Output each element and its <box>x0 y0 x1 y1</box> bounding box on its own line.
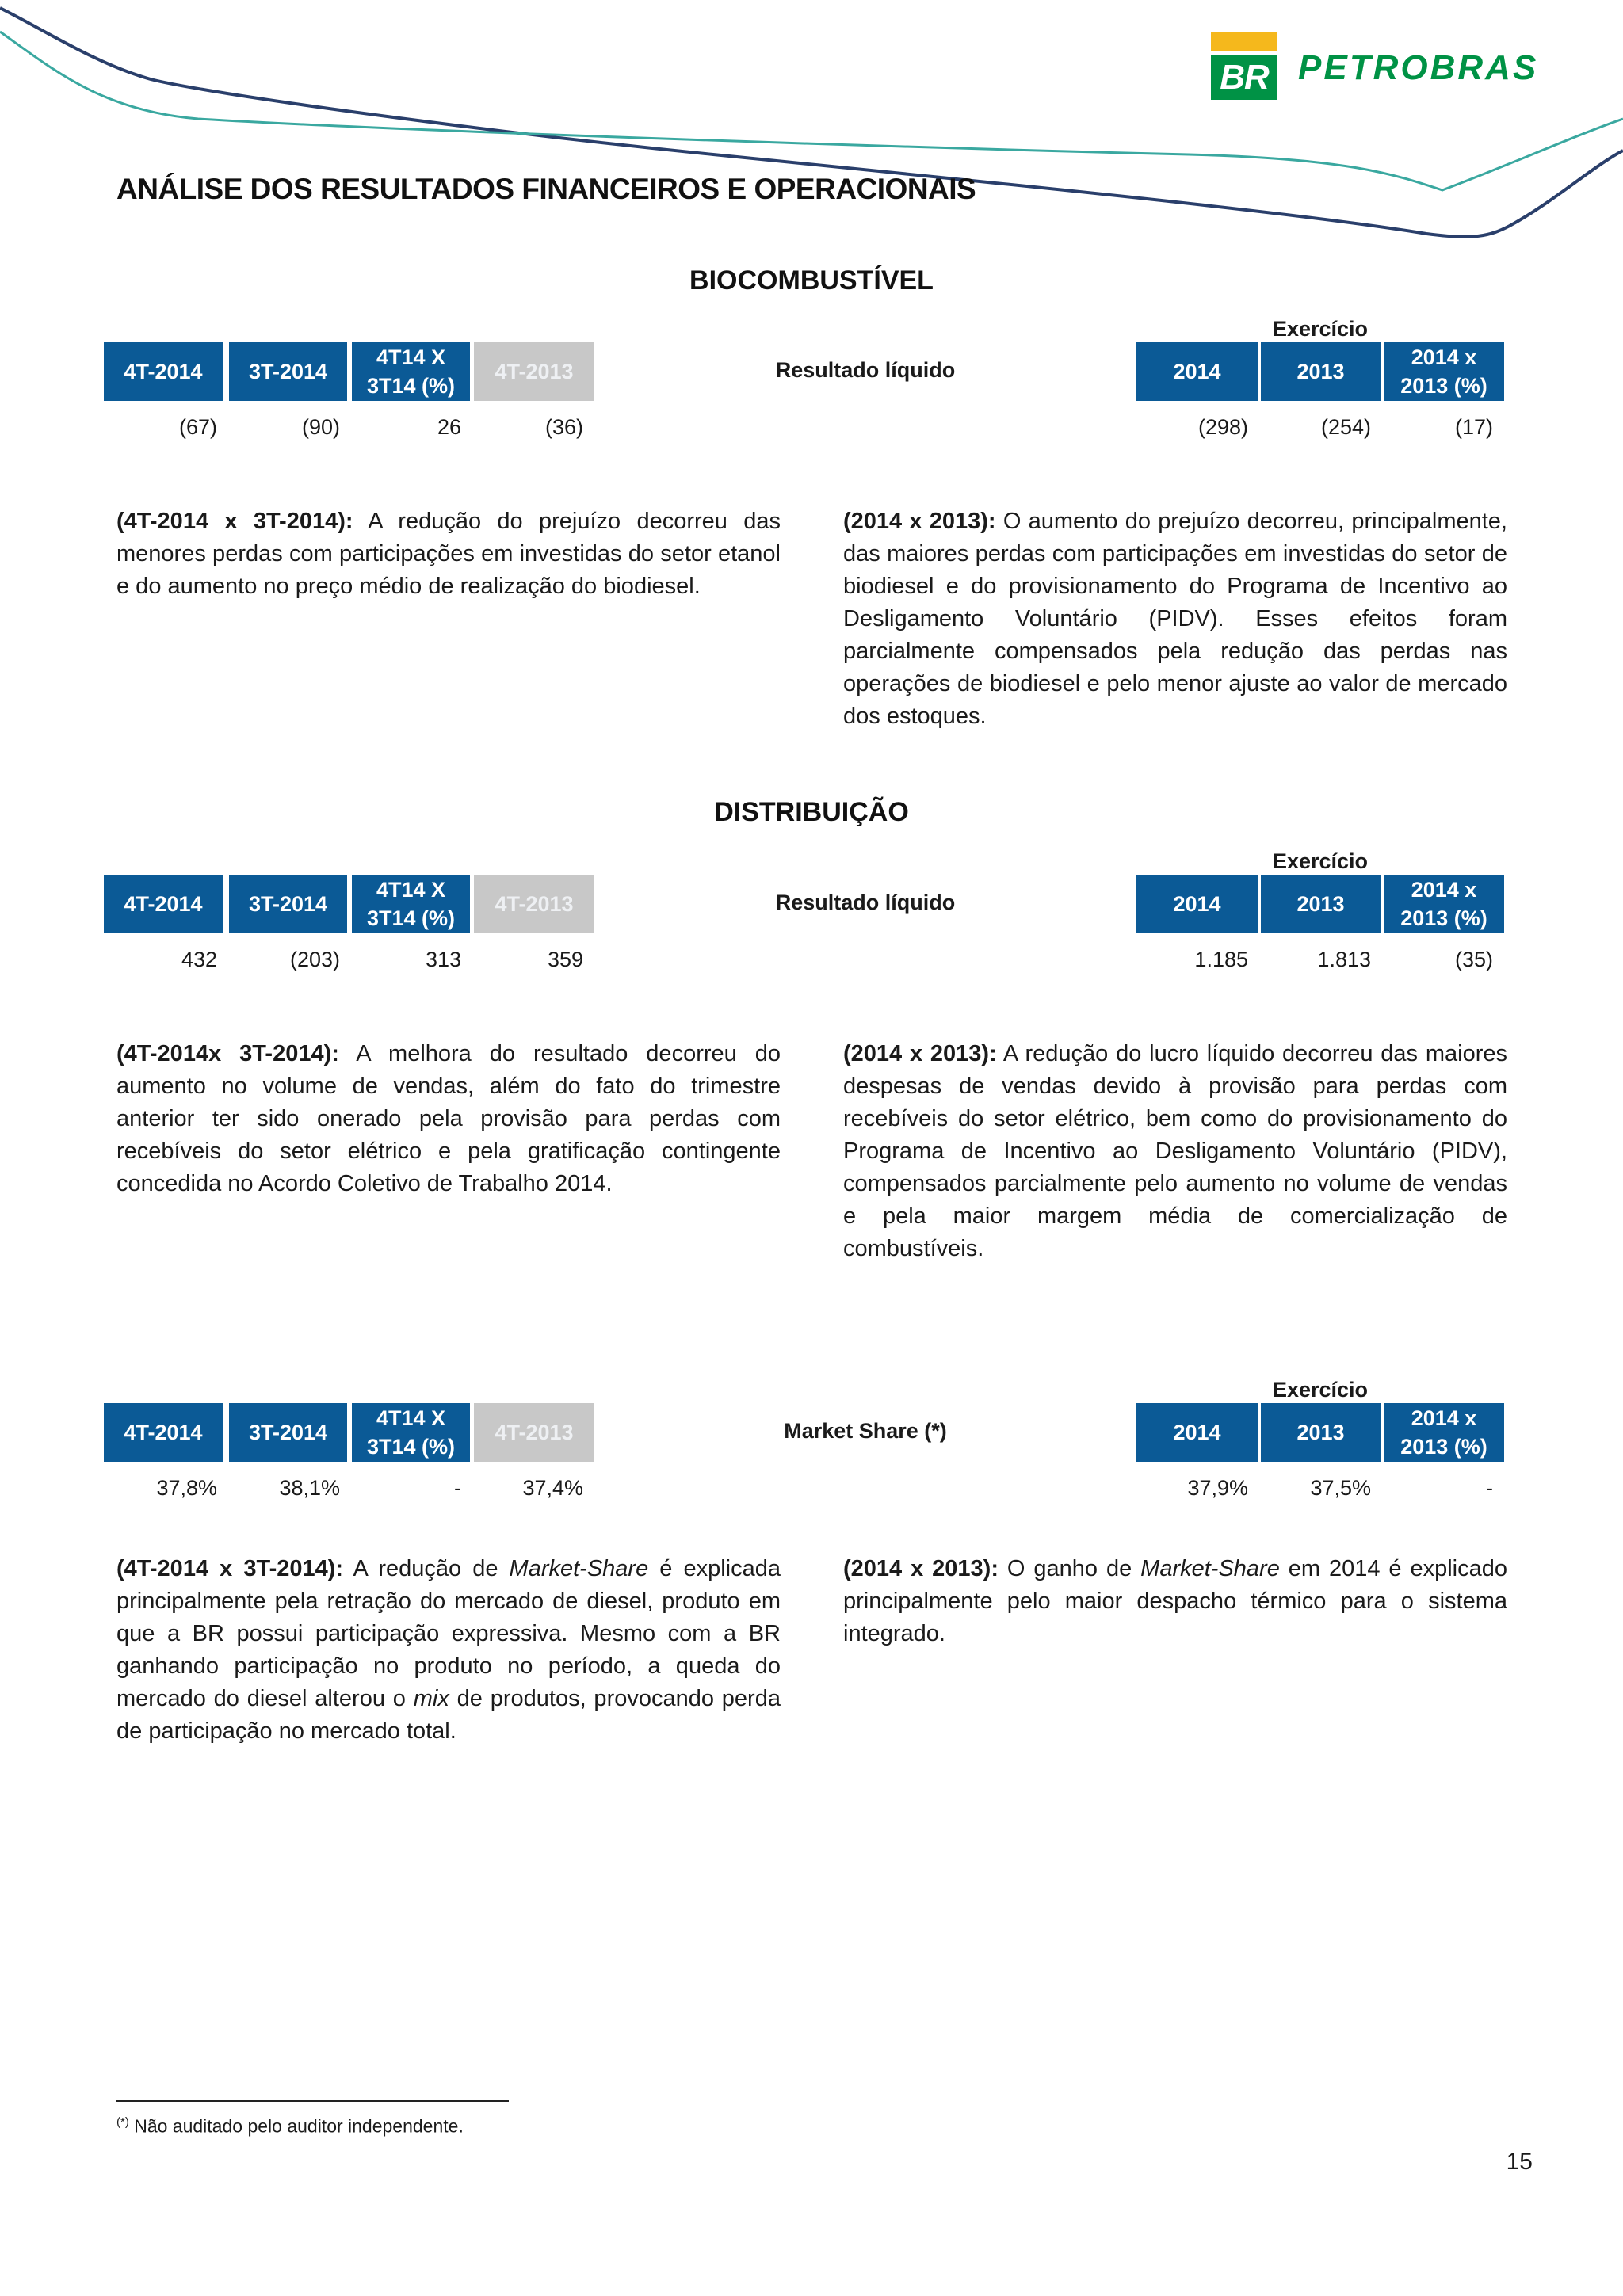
col-header-4t14-x-3t14: 4T14 X 3T14 (%) <box>352 342 470 401</box>
col-header-2013: 2013 <box>1261 342 1381 401</box>
value-2013: 1.813 <box>1317 948 1371 971</box>
col-header-2013: 2013 <box>1261 875 1381 933</box>
value-4t2013: 37,4% <box>522 1476 583 1500</box>
col-header-2014: 2014 <box>1136 875 1258 933</box>
col-header-4t14-x-3t14: 4T14 X 3T14 (%) <box>352 1403 470 1462</box>
value-2013: 37,5% <box>1310 1476 1371 1500</box>
value-4t2014: 432 <box>181 948 217 971</box>
comment-quarterly: (4T-2014 x 3T-2014): A redução de Market-Share é explicada principalmente pela retração do mercado de diesel, produto em que a BR possui participação expressiva. Mesmo com a BR ganhando participação no produto no período, a queda do mercado do diesel alterou o mix de produtos, provocando perda de participação no mercado total. <box>116 1556 781 1744</box>
col-header-2014-x-2013: 2014 x 2013 (%) <box>1384 875 1504 933</box>
col-header-4t2014: 4T-2014 <box>104 342 223 401</box>
page-number: 15 <box>1506 2149 1533 2175</box>
logo-br-text: BR <box>1211 55 1277 100</box>
value-2014: 37,9% <box>1187 1476 1248 1500</box>
col-header-4t2013: 4T-2013 <box>474 342 594 401</box>
value-4t2014: (67) <box>178 415 217 439</box>
value-4t2014: 37,8% <box>156 1476 217 1500</box>
comment-quarterly: (4T-2014 x 3T-2014): A redução do prejuízo decorreu das menores perdas com participações em investidas do setor etanol e do aumento no preço médio de realização do biodiesel. <box>116 509 781 599</box>
col-header-2014-x-2013: 2014 x 2013 (%) <box>1384 1403 1504 1462</box>
value-3t2014: (203) <box>289 948 340 971</box>
comment-quarterly: (4T-2014x 3T-2014): A melhora do resultado decorreu do aumento no volume de vendas, além do fato do trimestre anterior ter sido onerado pela provisão para perdas com recebíveis do setor elétrico e pela gratificação contingente concedida no Acordo Coletivo de Trabalho 2014. <box>116 1041 781 1196</box>
value-3t2014: 38,1% <box>279 1476 340 1500</box>
col-header-4t2014: 4T-2014 <box>104 875 223 933</box>
value-2014-x-2013: (17) <box>1454 415 1493 439</box>
col-header-2013: 2013 <box>1261 1403 1381 1462</box>
page-title: ANÁLISE DOS RESULTADOS FINANCEIROS E OPERACIONAIS <box>116 173 976 205</box>
value-2014: 1.185 <box>1194 948 1248 971</box>
metric-label: Resultado líquido <box>775 891 956 914</box>
comment-annual: (2014 x 2013): O aumento do prejuízo decorreu, principalmente, das maiores perdas com participações em investidas do setor de biodiesel e do provisionamento do Programa de Incentivo ao Desligamento Voluntário (PIDV). Esses efeitos foram parcialmente compensados pela redução das perdas nas operações de biodiesel e pelo menor ajuste ao valor de mercado dos estoques. <box>843 509 1507 729</box>
value-4t14-x-3t14: 313 <box>425 948 461 971</box>
value-3t2014: (90) <box>301 415 340 439</box>
exercicio-label: Exercício <box>1272 1378 1369 1402</box>
header-swoosh-lines <box>0 0 1623 254</box>
logo-wordmark: PETROBRAS <box>1298 48 1539 87</box>
exercicio-label: Exercício <box>1272 317 1369 341</box>
value-4t14-x-3t14: 26 <box>437 415 461 439</box>
value-2014: (298) <box>1197 415 1248 439</box>
section-title-biocombustivel: BIOCOMBUSTÍVEL <box>689 265 934 296</box>
col-header-4t14-x-3t14: 4T14 X 3T14 (%) <box>352 875 470 933</box>
col-header-4t2014: 4T-2014 <box>104 1403 223 1462</box>
section-title-distribuicao: DISTRIBUIÇÃO <box>714 797 909 827</box>
col-header-3t2014: 3T-2014 <box>229 342 347 401</box>
value-4t14-x-3t14: - <box>454 1476 461 1500</box>
value-2014-x-2013: (35) <box>1454 948 1493 971</box>
comment-annual: (2014 x 2013): O ganho de Market-Share em 2014 é explicado principalmente pelo maior despacho térmico para o sistema integrado. <box>843 1556 1507 1646</box>
petrobras-logo-mark <box>1211 32 1277 100</box>
value-4t2013: 359 <box>547 948 583 971</box>
col-header-4t2013: 4T-2013 <box>474 1403 594 1462</box>
col-header-3t2014: 3T-2014 <box>229 875 347 933</box>
col-header-2014: 2014 <box>1136 1403 1258 1462</box>
col-header-2014: 2014 <box>1136 342 1258 401</box>
col-header-2014-x-2013: 2014 x 2013 (%) <box>1384 342 1504 401</box>
footnote-divider <box>116 2100 509 2102</box>
metric-label: Market Share (*) <box>784 1419 947 1443</box>
value-2013: (254) <box>1320 415 1371 439</box>
col-header-4t2013: 4T-2013 <box>474 875 594 933</box>
value-2014-x-2013: - <box>1486 1476 1493 1500</box>
footnote: (*) Não auditado pelo auditor independente. <box>116 2115 464 2137</box>
col-header-3t2014: 3T-2014 <box>229 1403 347 1462</box>
metric-label: Resultado líquido <box>775 358 956 382</box>
comment-annual: (2014 x 2013): A redução do lucro líquido decorreu das maiores despesas de vendas devido à provisão para perdas com recebíveis do setor elétrico, bem como do provisionamento do Programa de Incentivo ao Desligamento Voluntário (PIDV), compensados parcialmente pelo aumento no volume de vendas e pela maior margem média de comercialização de combustíveis. <box>843 1041 1507 1261</box>
value-4t2013: (36) <box>544 415 583 439</box>
exercicio-label: Exercício <box>1272 849 1369 873</box>
